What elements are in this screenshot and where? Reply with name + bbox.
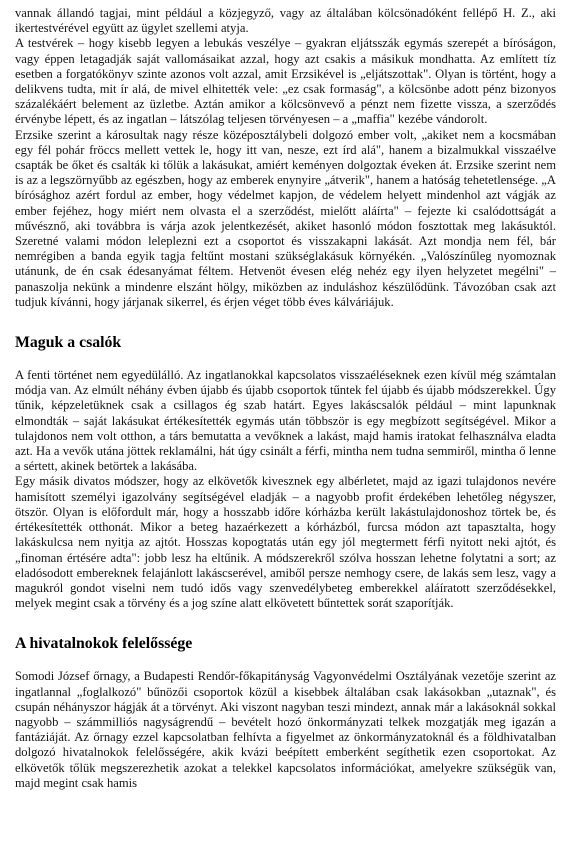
section-maguk-a-csalok bbox=[15, 334, 556, 611]
paragraph: Erzsike szerint a károsultak nagy része középosztálybeli dolgozó ember volt, „akiket nem a kocsmában egy fél pohár fröccs mellett vettek le, hogy itt van, nesze, ezt írd alá", hanem a bizalmukkal visszaélve csapták be őket és csalták ki tőlük a lakásukat, amiért keményen dolgoztak éveken át. Erzsike szerint nem is az a legszörnyűbb az egészben, hogy az emberek enynyire „átverik", hanem a hatóság tehetetlensége. „A bírósághoz azért fordul az ember, hogy védelmet kapjon, de védelem helyett mindenhol azt vágják az ember fejéhez, hogy miért nem olvasta el a szerződést, mielőtt aláírta" – fejezte ki csalódottságát a művésznő, aki továbbra is várja azok jelentkezését, akiket hasonló módon fosztottak meg lakásuktól. Szeretné valami módon leleplezni ezt a csoportot és visszakapni lakását. Azt mondja nem fél, bár nemrégiben a banda egyik tagja feltűnt mostani szükséglakásuk környékén. „Valószínűleg nyomoznak utánunk, de én csak édesanyámat féltem. Hetvenöt évesen elég nehéz egy ilyen helyzetet megélni" – panaszolja nekünk a mindenre elszánt hölgy, miközben az induláshoz készülődünk. Távozóban csak azt tudjuk kívánni, hogy járjanak sikerrel, és érjen véget több éves kálváriájuk. bbox=[15, 127, 556, 309]
section-heading: Maguk a csalók bbox=[15, 334, 122, 352]
paragraph: Egy másik divatos módszer, hogy az elkövetők kivesznek egy albérletet, majd az igazi tulajdonos nevére hamisított személyi igazolvány segítségével eladják – a nagyobb profit érdekében lehetőleg négyszer, ötször. Olyan is előfordult már, hogy a hosszabb időre kórházba került lakástulajdonoshoz törtek be, és értékesítették otthonát. Mikor a beteg hazaérkezett a kórházból, furcsa módon azt tapasztalta, hogy lakáskulcsa nem nyitja az ajtót. Hosszas kopogtatás után egy jól megtermett férfi nyitott neki ajtót, és „finoman értésére adta": jobb lesz ha eltűnik. A módszerekről szólva hosszan lehetne folytatni a sort; az eladósodott embereknek felajánlott lakáscserével, amiből persze nemhogy csere, de lakás sem lesz, vagy a magukról gondot viselni nem tudó idős vagy szenvedélybeteg emberekkel aláíratott szerződésekkel, melyek megint csak a törvény és a jog színe alatt elkövetett bűntettek sorát szaporítják. bbox=[15, 474, 556, 611]
paragraph: A testvérek – hogy kisebb legyen a lebukás veszélye – gyakran eljátsszák egymás szerepét a bíróságon, vagy éppen letagadják saját vallomásaikat azzal, hogy azt csakis a másikuk mondhatta. Az említett tíz esetben a forgatókönyv szinte azonos volt azzal, amit Erzsikével is „eljátszottak". Olyan is történt, hogy a delikvens tudta, mit ír alá, de mivel elhitették vele: „ez csak formaság", a kölcsönbe adott pénz bizonyos százalékáért belement az üzletbe. Aztán amikor a kölcsönvevő a pénzt nem fizette vissza, a szerződés érvénybe lépett, és az ingatlan – látszólag teljesen törvényesen – a „maffia" kezébe vándorolt. bbox=[15, 36, 556, 127]
paragraph: Somodi József őrnagy, a Budapesti Rendőr-főkapitányság Vagyonvédelmi Osztályának vezetője szerint az ingatlannal „foglalkozó" bűnözői csoportok közül a kisebbek általában csak lakásokban „utaznak", és csupán néhányszor hágják át a törvényt. Aki viszont nagyban teszi mindezt, annak már a lakásoknál sokkal nagyobb – számmilliós nagyságrendű – bevételt hozó önkormányzati telkek mozgatják meg igazán a fantáziáját. Az őrnagy ezzel kapcsolatban felhívta a figyelmet az önkormányzatoknál és a földhivatalban dolgozó hivatalnokok felelősségére, akik kvázi beépített emberként segíthetik ezen csoportokat. Az elkövetők tőlük megszerezhetik azokat a telekkel kapcsolatos információkat, amelyekre szükségük van, majd megint csak hamis bbox=[15, 669, 556, 790]
paragraph: A fenti történet nem egyedülálló. Az ingatlanokkal kapcsolatos visszaéléseknek ezen kívül még számtalan módja van. Az elmúlt néhány évben újabb és újabb csoportok tűntek fel újabb és újabb módszerekkel. Úgy tűnik, képzeletüknek csak a csillagos ég szab határt. Egyes lakáscsalók például – mint lapunknak elmondták – saját lakásukat értékesítették egymás után többször is egy megbízott segítségével. Mikor a tulajdonos nem volt otthon, a társ bemutatta a vevőknek a lakást, majd hamis iratokat felhasználva eladta azt. Ha a vevők utána jöttek reklamálni, hát úgy csinált a férfi, mintha nem tudna semmiről, mintha ő lenne a sértett, akinek betörtek a lakásába. bbox=[15, 368, 556, 474]
section-hivatalnokok-felelossege bbox=[15, 635, 556, 791]
section-heading: A hivatalnokok felelőssége bbox=[15, 635, 193, 653]
paragraph: vannak állandó tagjai, mint például a közjegyző, vagy az általában kölcsönadóként fellépő H. Z., aki ikertestvérével együtt az ügylet szellemi atyja. bbox=[15, 6, 556, 36]
section-intro bbox=[15, 6, 556, 310]
